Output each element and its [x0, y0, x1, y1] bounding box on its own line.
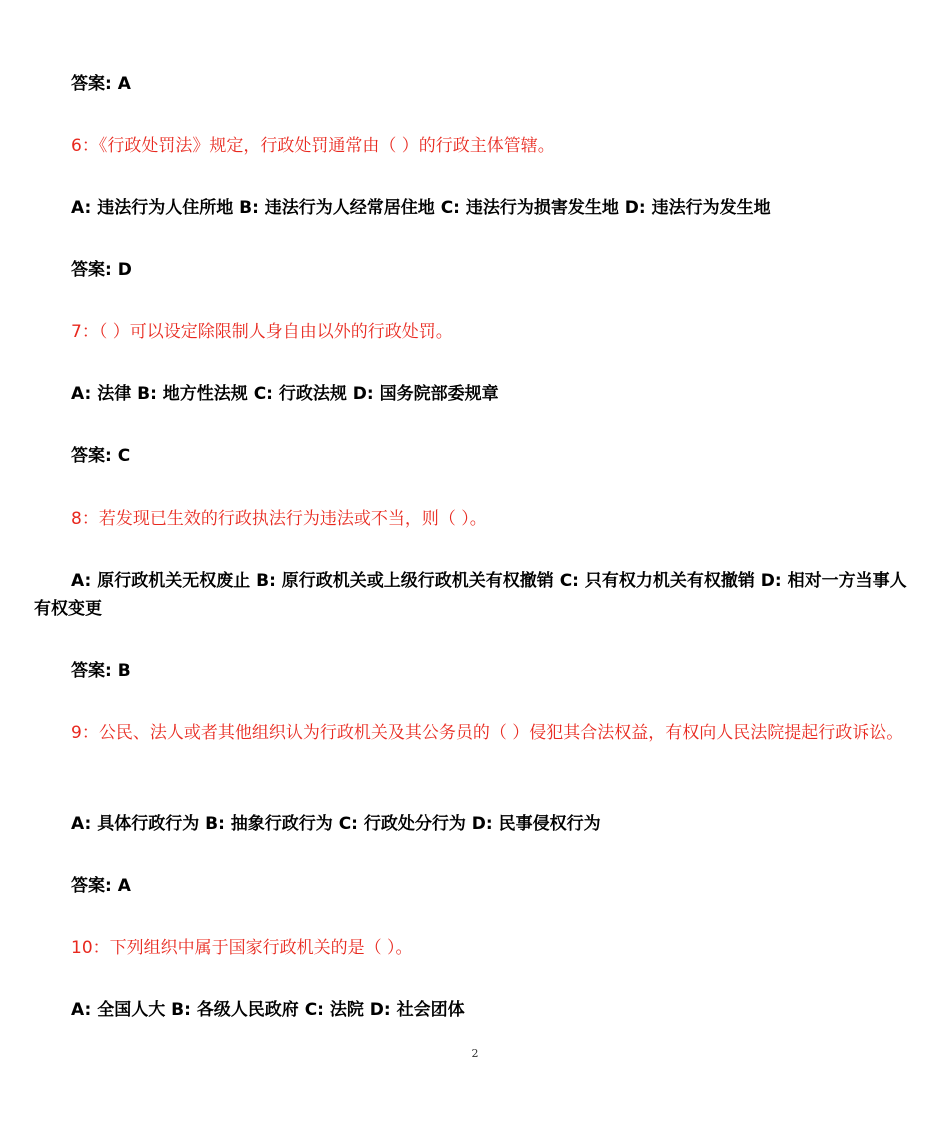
answer-8: 答案: B	[71, 661, 131, 681]
answer-6: 答案: D	[71, 260, 132, 280]
page-number: 2	[471, 1047, 479, 1060]
question-10: 10：下列组织中属于国家行政机关的是（ ）。	[71, 938, 413, 958]
options-6: A: 违法行为人住所地 B: 违法行为人经常居住地 C: 违法行为损害发生地 D: 违法行为发生地	[71, 198, 771, 218]
question-6: 6：《行政处罚法》规定，行政处罚通常由（ ）的行政主体管辖。	[71, 136, 555, 156]
answer-line: 答案: A	[71, 74, 131, 94]
options-10: A: 全国人大 B: 各级人民政府 C: 法院 D: 社会团体	[71, 1000, 465, 1020]
options-8: A: 原行政机关无权废止 B: 原行政机关或上级行政机关有权撤销 C: 只有权力机关有权撤销 D: 相对一方当事人有权变更	[34, 571, 907, 619]
answer-9: 答案: A	[71, 876, 131, 896]
options-7: A: 法律 B: 地方性法规 C: 行政法规 D: 国务院部委规章	[71, 384, 499, 404]
question-7: 7：（ ）可以设定除限制人身自由以外的行政处罚。	[71, 322, 453, 342]
options-9: A: 具体行政行为 B: 抽象行政行为 C: 行政处分行为 D: 民事侵权行为	[71, 814, 601, 834]
answer-7: 答案: C	[71, 446, 131, 466]
question-8: 8：若发现已生效的行政执法行为违法或不当，则（ ）。	[71, 509, 487, 529]
question-9: 9：公民、法人或者其他组织认为行政机关及其公务员的（ ）侵犯其合法权益，有权向人民法院提起行政诉讼。	[71, 723, 904, 743]
